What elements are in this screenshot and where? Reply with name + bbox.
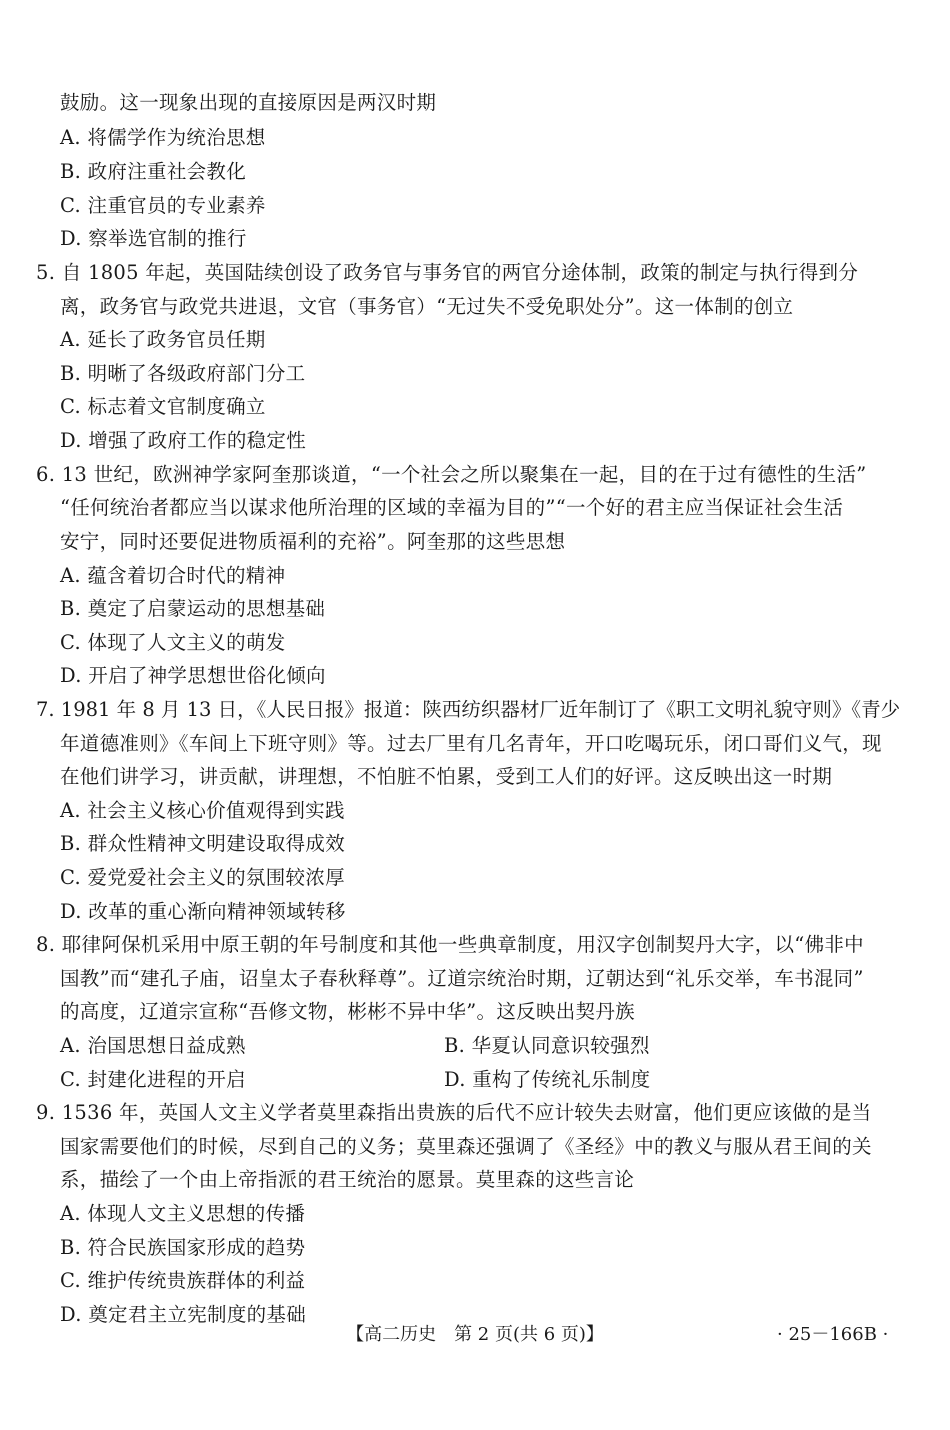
q9-stem-line-1: 9. 1536 年，英国人文主义学者莫里森指出贵族的后代不应计较失去财富，他们更应该做的是当 [36, 1101, 872, 1124]
q5-option-d: D. 增强了政府工作的稳定性 [60, 429, 307, 452]
q4-option-b: B. 政府注重社会教化 [60, 160, 247, 183]
q6-option-a: A. 蕴含着切合时代的精神 [60, 564, 286, 587]
q7-option-d: D. 改革的重心渐向精神领域转移 [60, 900, 346, 923]
q5-option-b: B. 明晰了各级政府部门分工 [60, 362, 306, 385]
q4-option-c: C. 注重官员的专业素养 [60, 194, 266, 217]
q6-stem-line-1: 6. 13 世纪，欧洲神学家阿奎那谈道，“一个社会之所以聚集在一起，目的在于过有德性的生活” [36, 463, 867, 486]
footer-page-title: 【高二历史 第 2 页(共 6 页)】 [346, 1324, 604, 1345]
q9-option-b: B. 符合民族国家形成的趋势 [60, 1236, 306, 1259]
q4-option-a: A. 将儒学作为统治思想 [60, 126, 266, 149]
q6-option-b: B. 奠定了启蒙运动的思想基础 [60, 597, 326, 620]
q8-stem-line-2: 国教”而“建孔子庙，诏皇太子春秋释尊”。辽道宗统治时期，辽朝达到“礼乐交举，车书混同” [60, 967, 864, 990]
q8-option-a: A. 治国思想日益成熟 [60, 1034, 246, 1057]
q7-option-a: A. 社会主义核心价值观得到实践 [60, 799, 345, 822]
q8-stem-line-1: 8. 耶律阿保机采用中原王朝的年号制度和其他一些典章制度，用汉字创制契丹大字，以“佛非中 [36, 933, 864, 956]
footer-exam-code: · 25－166B · [777, 1324, 889, 1345]
q9-option-d: D. 奠定君主立宪制度的基础 [60, 1303, 307, 1326]
q7-stem-line-2: 年道德准则》《车间上下班守则》等。过去厂里有几名青年，开口吃喝玩乐，闭口哥们义气，现 [60, 732, 882, 755]
q8-stem-line-3: 的高度，辽道宗宣称“吾修文物，彬彬不异中华”。这反映出契丹族 [60, 1000, 635, 1023]
q6-stem-line-2: “任何统治者都应当以谋求他所治理的区域的幸福为目的”“一个好的君主应当保证社会生活 [60, 496, 844, 519]
q6-stem-line-3: 安宁，同时还要促进物质福利的充裕”。阿奎那的这些思想 [60, 530, 566, 553]
q5-option-c: C. 标志着文官制度确立 [60, 395, 266, 418]
q6-option-d: D. 开启了神学思想世俗化倾向 [60, 664, 326, 687]
q6-option-c: C. 体现了人文主义的萌发 [60, 631, 286, 654]
q9-option-a: A. 体现人文主义思想的传播 [60, 1202, 306, 1225]
q7-option-b: B. 群众性精神文明建设取得成效 [60, 832, 346, 855]
q8-option-c: C. 封建化进程的开启 [60, 1068, 246, 1091]
q5-stem-line-1: 5. 自 1805 年起，英国陆续创设了政务官与事务官的两官分途体制，政策的制定与执行得到分 [36, 261, 859, 284]
q7-stem-line-1: 7. 1981 年 8 月 13 日，《人民日报》报道：陕西纺织器材厂近年制订了《职工文明礼貌守则》《青少 [36, 698, 901, 721]
q4-option-d: D. 察举选官制的推行 [60, 227, 247, 250]
q7-option-c: C. 爱党爱社会主义的氛围较浓厚 [60, 866, 345, 889]
q4-stem-line: 鼓励。这一现象出现的直接原因是两汉时期 [60, 91, 437, 114]
q7-stem-line-3: 在他们讲学习，讲贡献，讲理想，不怕脏不怕累，受到工人们的好评。这反映出这一时期 [60, 765, 833, 788]
q5-option-a: A. 延长了政务官员任期 [60, 328, 266, 351]
q9-stem-line-2: 国家需要他们的时候，尽到自己的义务；莫里森还强调了《圣经》中的教义与服从君王间的关 [60, 1135, 872, 1158]
q5-stem-line-2: 离，政务官与政党共进退，文官（事务官）“无过失不受免职处分”。这一体制的创立 [60, 295, 794, 318]
q9-stem-line-3: 系，描绘了一个由上帝指派的君王统治的愿景。莫里森的这些言论 [60, 1168, 635, 1191]
q9-option-c: C. 维护传统贵族群体的利益 [60, 1269, 306, 1292]
q8-option-d: D. 重构了传统礼乐制度 [444, 1068, 651, 1091]
q8-option-b: B. 华夏认同意识较强烈 [444, 1034, 650, 1057]
